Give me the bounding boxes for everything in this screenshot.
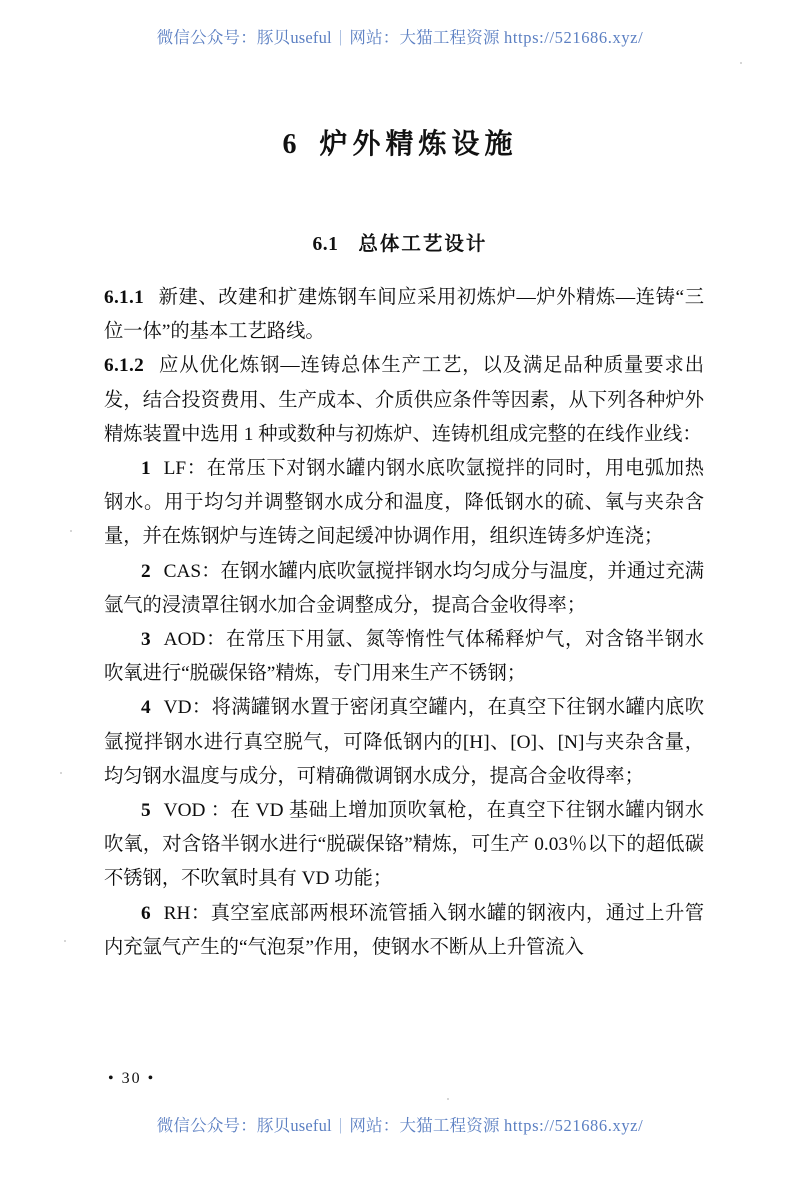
scan-speck [740, 62, 742, 64]
list-item-number: 1 [141, 458, 151, 480]
list-item-text: VD：将满罐钢水置于密闭真空罐内，在真空下往钢水罐内底吹氩搅拌钢水进行真空脱气，可降低钢内的[H]、[O]、[N]与夹杂含量，均匀钢水温度与成分，可精确微调钢水成分，提高合金收得率； [104, 697, 704, 787]
section-title-text: 总体工艺设计 [358, 234, 488, 255]
watermark-site-label: 网站：大猫工程资源 [349, 1116, 500, 1135]
watermark-url: https://521686.xyz/ [504, 28, 644, 47]
list-item-number: 2 [141, 560, 151, 582]
watermark-separator: | [338, 1115, 343, 1134]
watermark-footer [0, 1112, 800, 1136]
chapter-heading [0, 122, 800, 162]
scan-speck [70, 530, 72, 532]
scan-speck [60, 772, 62, 774]
list-item-text: AOD：在常压下用氩、氮等惰性气体稀释炉气，对含铬半钢水吹氧进行“脱碳保铬”精炼，专门用来生产不锈钢； [104, 629, 704, 685]
section-number: 6.1 [312, 234, 339, 255]
list-item-number: 5 [141, 800, 151, 822]
list-item-text: CAS：在钢水罐内底吹氩搅拌钢水均匀成分与温度，并通过充满氩气的浸渍罩往钢水加合金调整成分，提高合金收得率； [104, 560, 704, 616]
clause-6-1-2-text: 应从优化炼钢—连铸总体生产工艺，以及满足品种质量要求出发，结合投资费用、生产成本、介质供应条件等因素，从下列各种炉外精炼装置中选用 1 种或数种与初炼炉、连铸机组成完整的在线作业线： [104, 355, 704, 445]
list-item-text: LF：在常压下对钢水罐内钢水底吹氩搅拌的同时，用电弧加热钢水。用于均匀并调整钢水成分和温度，降低钢水的硫、氧与夹杂含量，并在炼钢炉与连铸之间起缓冲协调作用，组织连铸多炉连浇； [104, 458, 704, 548]
clause-6-1-1 [104, 281, 704, 349]
watermark-wechat-label: 微信公众号：豚贝useful [156, 28, 332, 47]
clause-6-1-1-text: 新建、改建和扩建炼钢车间应采用初炼炉—炉外精炼—连铸“三位一体”的基本工艺路线。 [104, 287, 704, 343]
list-item [104, 555, 704, 623]
clause-6-1-2-label: 6.1.2 [104, 355, 145, 377]
list-item [104, 794, 704, 897]
page-number: • 30 • [108, 1070, 156, 1087]
clause-6-1-1-label: 6.1.1 [104, 287, 145, 308]
list-item [104, 691, 704, 794]
list-item [104, 897, 704, 965]
list-item-number: 6 [141, 902, 151, 924]
list-item-number: 3 [141, 629, 151, 651]
chapter-number: 6 [282, 129, 298, 160]
clause-6-1-2 [104, 349, 704, 452]
list-item-number: 4 [141, 697, 151, 719]
body-content [104, 281, 704, 965]
section-heading [0, 228, 800, 256]
scan-speck [64, 940, 66, 942]
list-item-text: RH：真空室底部两根环流管插入钢水罐的钢液内，通过上升管内充氩气产生的“气泡泵”作用，使钢水不断从上升管流入 [104, 902, 704, 958]
watermark-wechat-label: 微信公众号：豚贝useful [156, 1116, 332, 1135]
list-item [104, 452, 704, 555]
watermark-url: https://521686.xyz/ [504, 1116, 644, 1135]
watermark-separator: | [338, 27, 343, 46]
list-item-text: VOD ：在 VD 基础上增加顶吹氧枪，在真空下往钢水罐内钢水吹氧，对含铬半钢水进行“脱碳保铬”精炼，可生产 0.03％以下的超低碳不锈钢，不吹氧时具有 VD 功能； [104, 800, 704, 890]
chapter-title-text: 炉外精炼设施 [319, 129, 518, 160]
scan-speck [447, 1098, 449, 1100]
watermark-header [0, 24, 800, 48]
list-item [104, 623, 704, 691]
watermark-site-label: 网站：大猫工程资源 [349, 28, 500, 47]
